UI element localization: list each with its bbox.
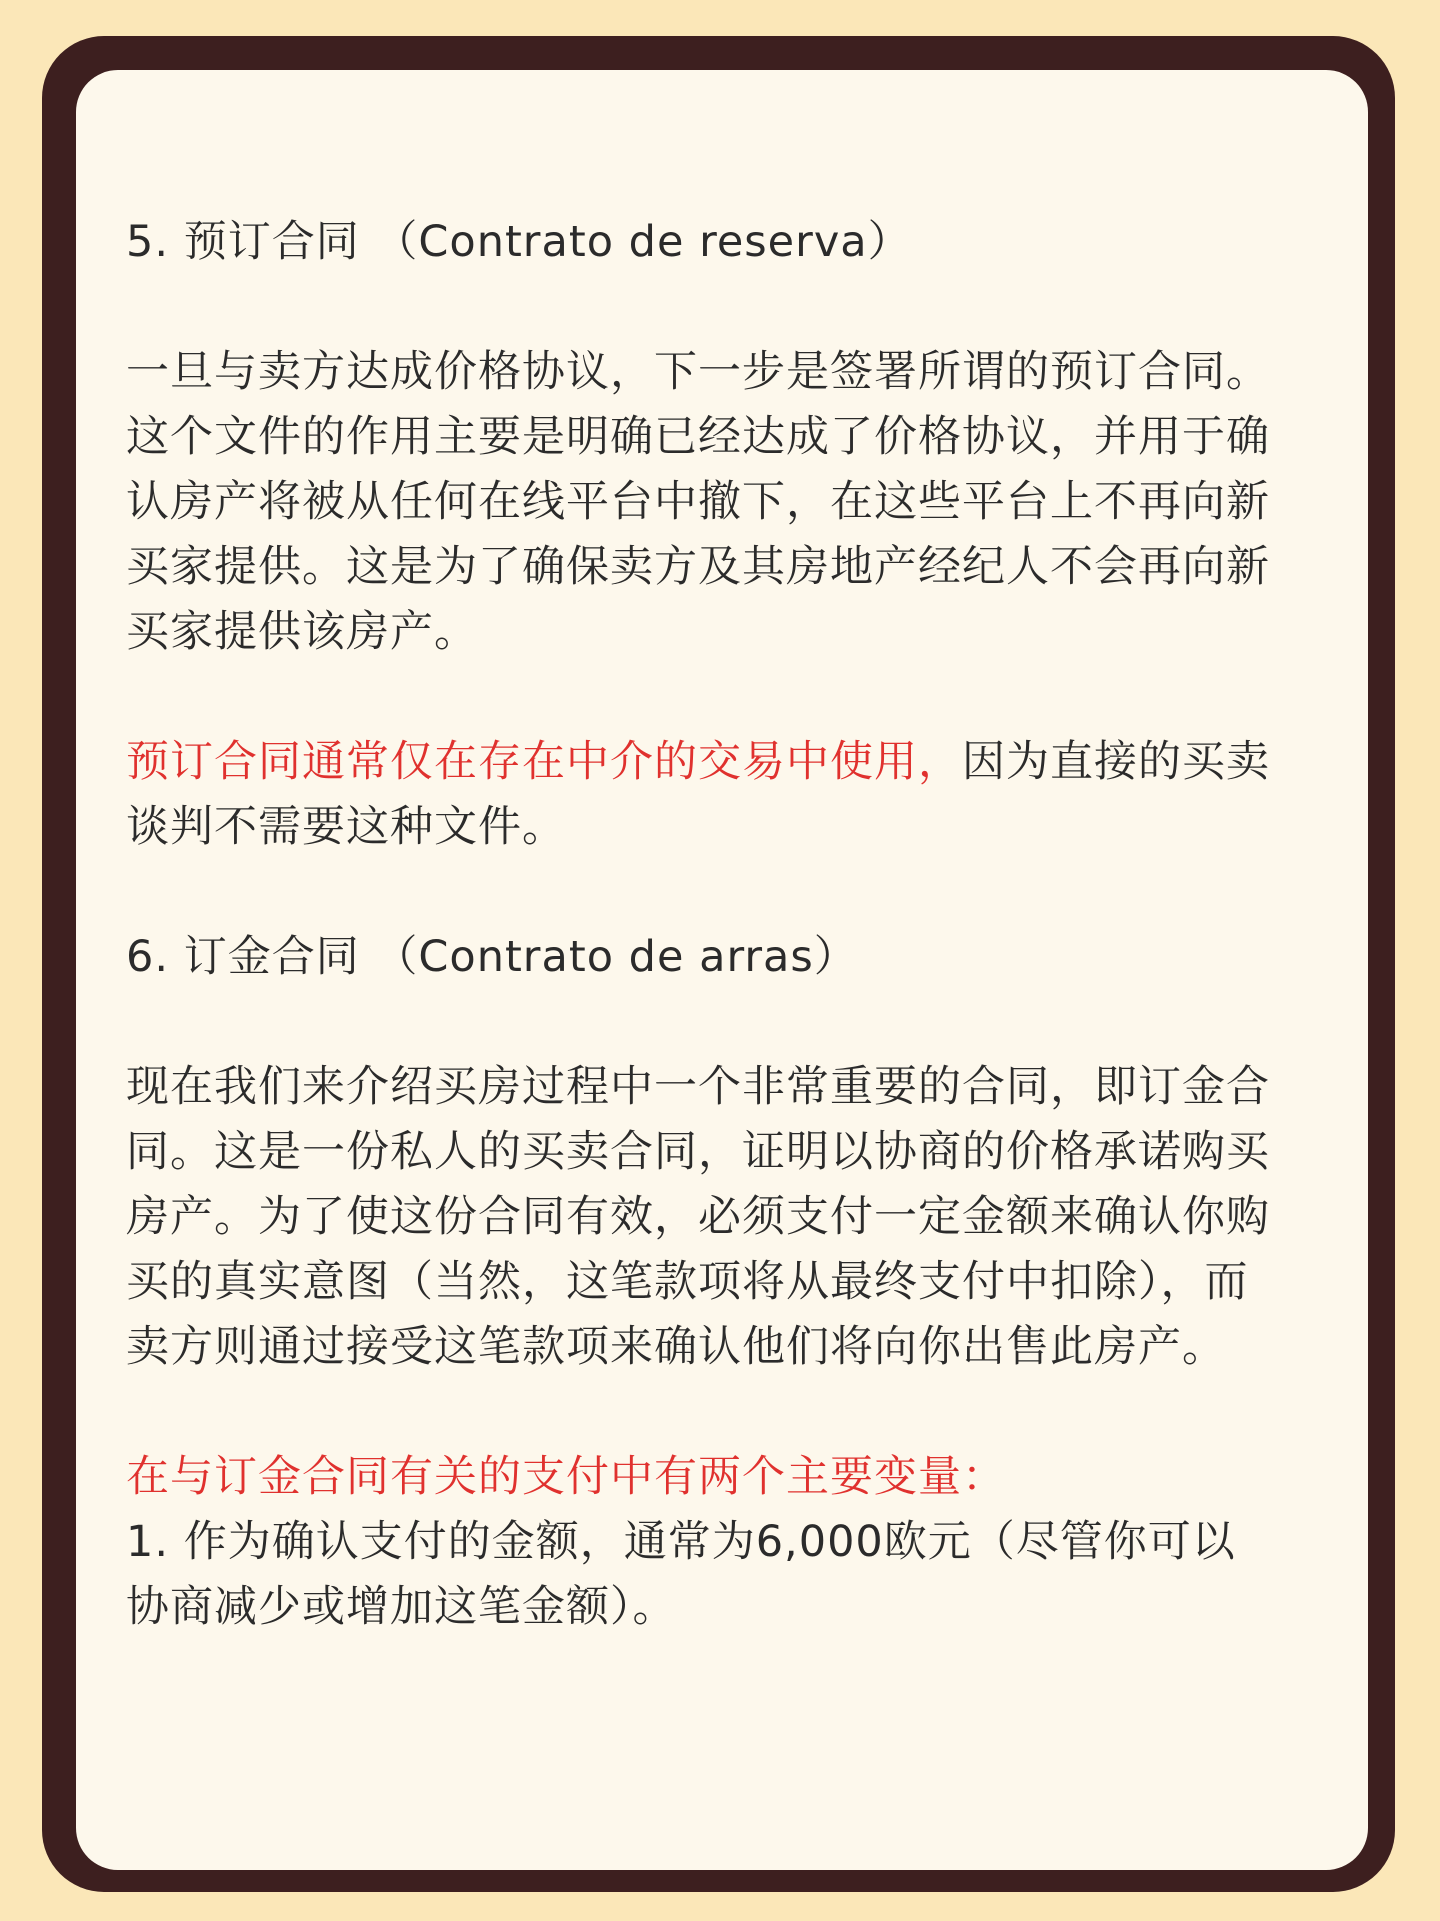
section-6-body: 现在我们来介绍买房过程中一个非常重要的合同，即订金合同。这是一份私人的买卖合同，证明以协商的价格承诺购买房产。为了使这份合同有效，必须支付一定金额来确认你购买的真实意图（当然，这笔款项将从最终支付中扣除），而卖方则通过接受这笔款项来确认他们将向你出售此房产。 (126, 1062, 1270, 1372)
content-card (76, 70, 1368, 1870)
section-5-note (126, 730, 1278, 860)
section-6-item-1: 1. 作为确认支付的金额，通常为6,000欧元（尽管你可以协商减少或增加这笔金额）。 (126, 1517, 1236, 1632)
section-5-highlight-rest: 因为直接的买卖谈判不需要这种文件。 (126, 737, 1270, 852)
section-5-body: 一旦与卖方达成价格协议，下一步是签署所谓的预订合同。这个文件的作用主要是明确已经达成了价格协议，并用于确认房产将被从任何在线平台中撤下，在这些平台上不再向新买家提供。这是为了确保卖方及其房地产经纪人不会再向新买家提供该房产。 (126, 347, 1270, 657)
section-5-heading: 5. 预订合同 （Contrato de reserva） (126, 217, 912, 267)
section-6-heading: 6. 订金合同 （Contrato de arras） (126, 932, 858, 982)
section-6-highlight: 在与订金合同有关的支付中有两个主要变量： (126, 1452, 1006, 1502)
section-5-highlight: 预订合同通常仅在存在中介的交易中使用， (126, 737, 962, 787)
